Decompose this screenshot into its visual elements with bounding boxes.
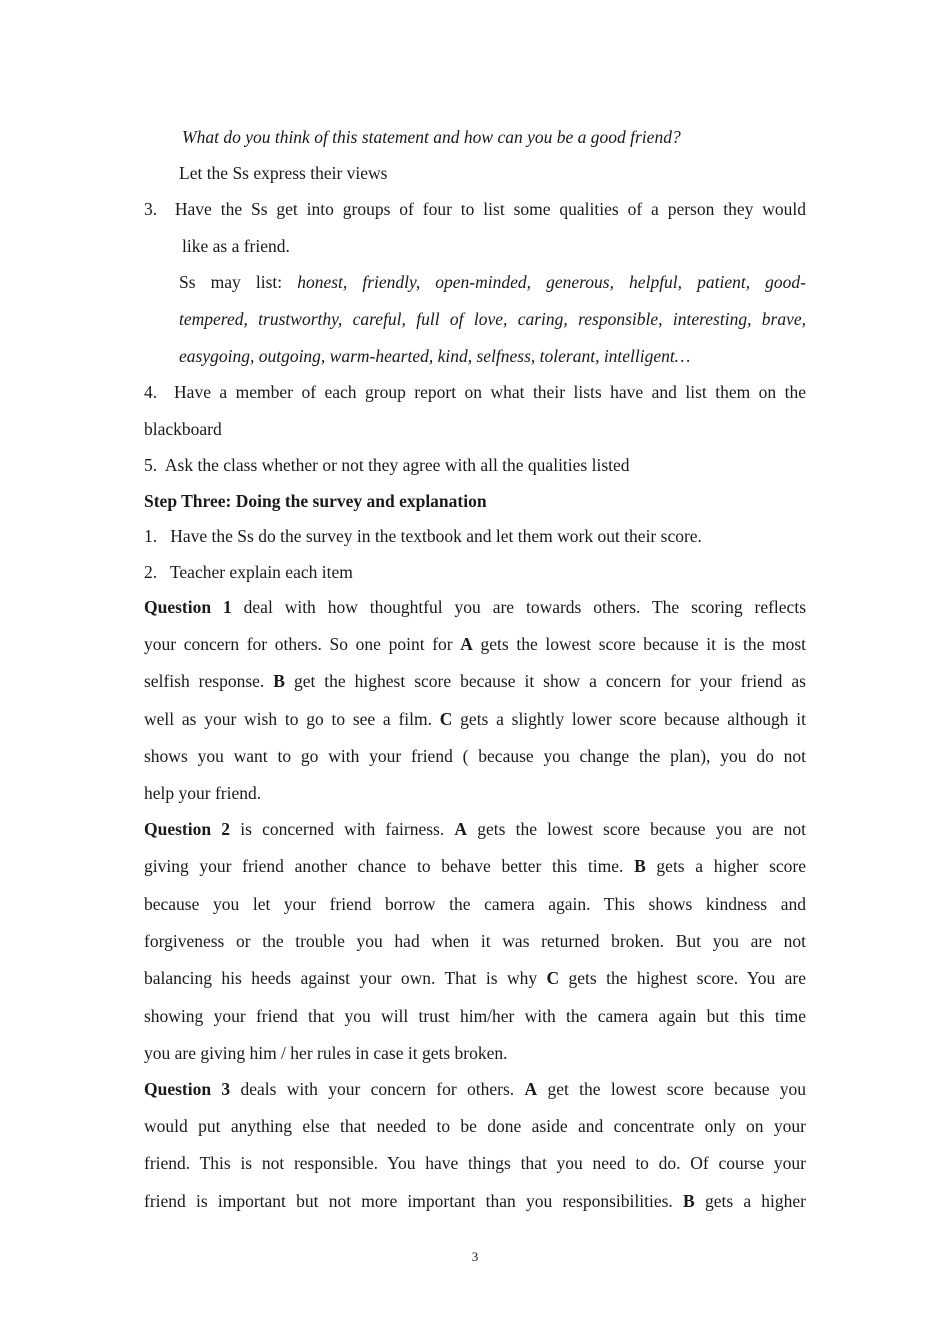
list-item-4-line2: blackboard bbox=[144, 419, 222, 439]
list-item-3-line1: 3. Have the Ss get into groups of four to list some qualities of a person they would bbox=[144, 199, 806, 219]
q2-line1: Question 2 is concerned with fairness. A gets the lowest score because you are not bbox=[144, 819, 807, 839]
q3-line3: friend. This is not responsible. You have things that you need to do. Of course your bbox=[144, 1153, 806, 1173]
q1-line1: Question 1 deal with how thoughtful you are towards others. The scoring reflects bbox=[144, 597, 806, 617]
q1-line6: help your friend. bbox=[144, 783, 262, 803]
prompt-instruction: Let the Ss express their views bbox=[179, 163, 388, 183]
list-item-3-line2: like as a friend. bbox=[182, 236, 290, 256]
q2-label: Question 2 bbox=[144, 819, 231, 839]
q3-label: Question 3 bbox=[144, 1079, 231, 1099]
q3-line4: friend is important but not more important than you responsibilities. B gets a higher bbox=[144, 1191, 807, 1211]
list-item-4-line1: 4. Have a member of each group report on what their lists have and list them on the bbox=[144, 382, 806, 402]
ss-list-line1: Ss may list: honest, friendly, open-minded, generous, helpful, patient, good- bbox=[179, 272, 807, 292]
q2-line4: forgiveness or the trouble you had when it was returned broken. But you are not bbox=[144, 931, 806, 951]
q2-line3: because you let your friend borrow the camera again. This shows kindness and bbox=[144, 894, 806, 914]
ss-list-line2: tempered, trustworthy, careful, full of love, caring, responsible, interesting, brave, bbox=[179, 309, 806, 329]
q1-line3: selfish response. B get the highest score because it show a concern for your friend as bbox=[144, 671, 806, 691]
page-number: 3 bbox=[471, 1249, 479, 1264]
step-three-heading: Step Three: Doing the survey and explanation bbox=[144, 491, 487, 511]
step-three-item-1: 1. Have the Ss do the survey in the textbook and let them work out their score. bbox=[144, 526, 702, 546]
ss-list-line3: easygoing, outgoing, warm-hearted, kind, selfness, tolerant, intelligent… bbox=[179, 346, 691, 366]
q1-line2: your concern for others. So one point for A gets the lowest score because it is the most bbox=[144, 634, 807, 654]
prompt-question: What do you think of this statement and how can you be a good friend? bbox=[182, 127, 681, 147]
q3-line2: would put anything else that needed to be done aside and concentrate only on your bbox=[144, 1116, 806, 1136]
q1-line4: well as your wish to go to see a film. C gets a slightly lower score because although it bbox=[144, 709, 807, 729]
q2-line2: giving your friend another chance to behave better this time. B gets a higher score bbox=[144, 856, 807, 876]
step-three-item-2: 2. Teacher explain each item bbox=[144, 562, 353, 582]
q3-line1: Question 3 deals with your concern for others. A get the lowest score because you bbox=[144, 1079, 807, 1099]
q2-line7: you are giving him / her rules in case it gets broken. bbox=[144, 1043, 508, 1063]
q2-line5: balancing his heeds against your own. That is why C gets the highest score. You are bbox=[144, 968, 806, 988]
q2-line6: showing your friend that you will trust him/her with the camera again but this time bbox=[144, 1006, 806, 1026]
list-item-5: 5. Ask the class whether or not they agree with all the qualities listed bbox=[144, 455, 630, 475]
q1-line5: shows you want to go with your friend ( because you change the plan), you do not bbox=[144, 746, 806, 766]
q1-label: Question 1 bbox=[144, 597, 232, 617]
